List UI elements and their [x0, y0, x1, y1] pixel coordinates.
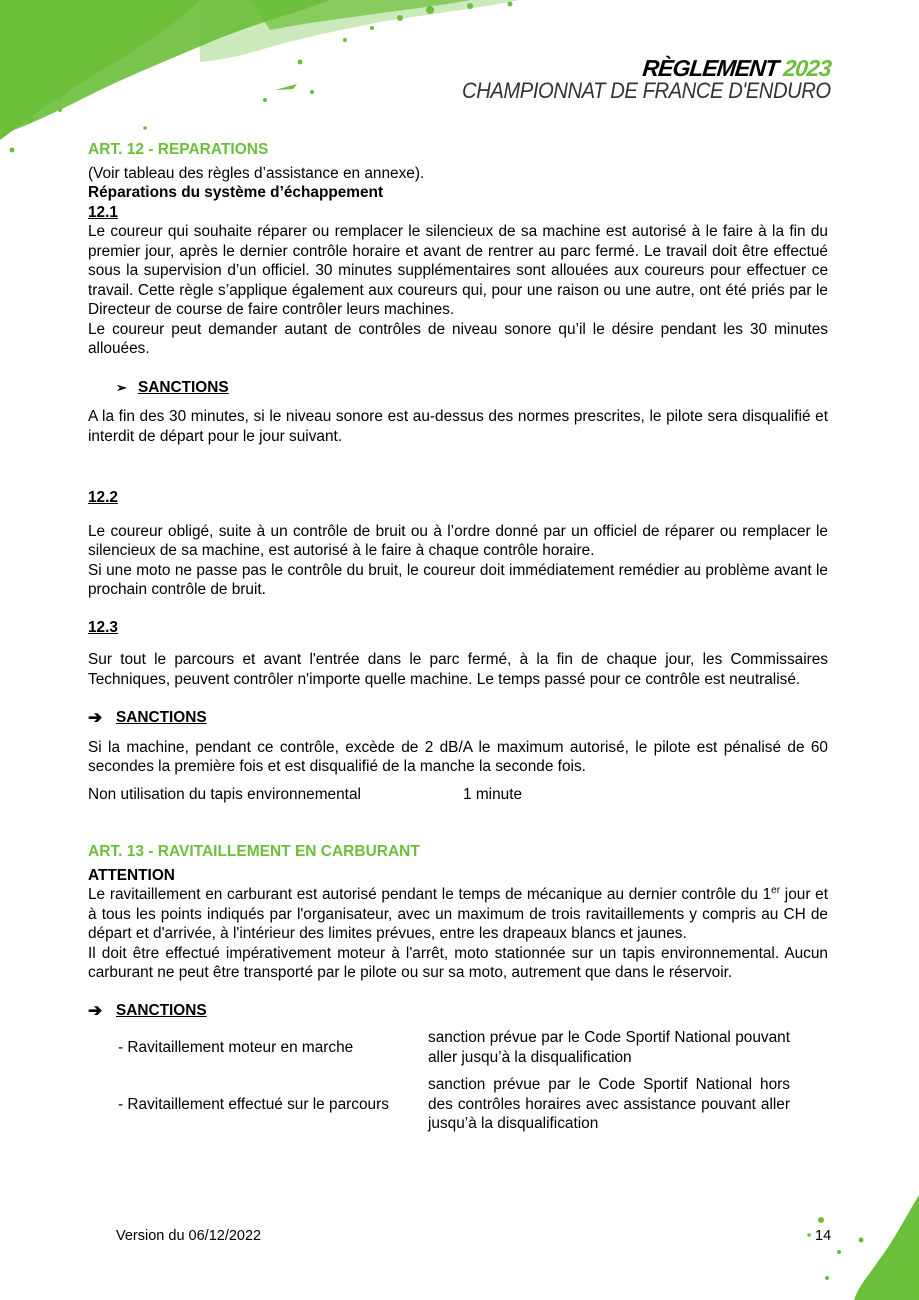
art13-paragraph-1	[88, 885, 828, 944]
green-splash-bottom-decoration	[799, 1190, 919, 1300]
section-12-2-paragraph-2: Si une moto ne passe pas le contrôle du bruit, le coureur doit immédiatement remédier au problème avant le prochain contrôle de bruit.	[88, 561, 828, 598]
arrowhead-bullet-icon: ➢	[116, 379, 127, 395]
art13-attention: ATTENTION	[88, 866, 175, 884]
art13-sanction-row	[88, 1075, 828, 1134]
section-12-1-sanctions-text: A la fin des 30 minutes, si le niveau sonore est au-dessus des normes prescrites, le pilote sera disqualifié et interdit de départ pour le jour suivant.	[88, 408, 828, 445]
footer-version: Version du 06/12/2022	[116, 1228, 262, 1244]
art13-paragraph-1-sup: er	[771, 884, 781, 896]
section-12-1-paragraph-1: Le coureur qui souhaite réparer ou remplacer le silencieux de sa machine est autorisé à le faire à la fin du premier jour, après le dernier contrôle horaire et avant de rentrer au parc fermé. Le travail doit être effectué sous la supervision d’un officiel. 30 minutes supplémentaires sont allouées aux coureurs pour effectuer ce travail. Cette règle s’applique également aux coureurs qui, pour une raison ou une autre, ont été priés par le Directeur de course de faire contrôler leurs machines.	[88, 223, 828, 318]
logo-word: RÈGLEMENT	[641, 55, 780, 81]
section-12-3-paragraph-1: Sur tout le parcours et avant l'entrée dans le parc fermé, à la fin de chaque jour, les Commissaires Techniques, peuvent contrôler n'importe quelle machine. Le temps passé pour ce contrôle est neutralisé.	[88, 651, 828, 688]
sanctions-label: SANCTIONS	[138, 378, 229, 396]
penalty-row	[88, 785, 828, 805]
art13-paragraph-1-a: Le ravitaillement en carburant est autorisé pendant le temps de mécanique au dernier contrôle du 1	[88, 886, 772, 903]
section-12-1-number: 12.1	[88, 203, 118, 221]
art13-sanction-row	[88, 1028, 828, 1067]
section-12-3-sanctions-text: Si la machine, pendant ce contrôle, excède de 2 dB/A le maximum autorisé, le pilote est pénalisé de 60 secondes la première fois et est disqualifié de la manche la seconde fois.	[88, 738, 828, 775]
art13-title: ART. 13 - RAVITAILLEMENT EN CARBURANT	[88, 843, 420, 860]
art13-paragraph-1-b: jour et à tous les points indiqués par l'organisateur, avec un maximum de trois ravitaillements y compris au CH de départ et d'arrivée, à l'intérieur des limites prévues, entre les drapeaux blancs et jaunes.	[88, 886, 828, 942]
logo-subtitle: CHAMPIONNAT DE FRANCE D'ENDURO	[462, 78, 831, 103]
section-12-3-sanctions-heading	[88, 708, 828, 728]
section-12-2-paragraph-1: Le coureur obligé, suite à un contrôle de bruit ou à l’ordre donné par un officiel de réparer ou remplacer le silencieux de sa machine, est autorisé à le faire à chaque contrôle horaire.	[88, 522, 828, 559]
sanctions-label: SANCTIONS	[116, 709, 207, 726]
section-12-1-sanctions-heading	[88, 378, 828, 398]
logo-title	[429, 56, 832, 80]
section-12-3-number: 12.3	[88, 618, 118, 636]
section-12-2-number: 12.2	[88, 489, 118, 506]
sanction-row-value: sanction prévue par le Code Sportif National pouvant aller jusqu’à la disqualification	[428, 1029, 790, 1066]
right-arrow-icon: ➔	[88, 708, 103, 727]
art12-title: ART. 12 - REPARATIONS	[88, 141, 269, 158]
section-12-1-paragraph-2: Le coureur peut demander autant de contrôles de niveau sonore qu’il le désire pendant les 30 minutes allouées.	[88, 320, 828, 357]
art13-sanctions-heading	[88, 1001, 828, 1021]
right-arrow-icon: ➔	[88, 1000, 103, 1020]
penalty-label: Non utilisation du tapis environnemental	[88, 785, 361, 803]
header-logo	[430, 56, 831, 102]
page-number: 14	[815, 1228, 832, 1244]
logo-year: 2023	[782, 55, 833, 81]
art12-subtitle: Réparations du système d’échappement	[88, 184, 384, 201]
sanctions-label: SANCTIONS	[116, 1001, 207, 1019]
sanction-row-value: sanction prévue par le Code Sportif National hors des contrôles horaires avec assistance pouvant aller jusqu’à la disqualification	[428, 1076, 790, 1132]
sanction-row-label: - Ravitaillement moteur en marche	[118, 1038, 354, 1056]
art13-paragraph-2: Il doit être effectué impérativement moteur à l'arrêt, moto stationnée sur un tapis environnemental. Aucun carburant ne peut être transporté par le pilote ou sur sa moto, autrement que dans le réservoir.	[88, 944, 828, 981]
art12-intro: (Voir tableau des règles d’assistance en annexe).	[88, 164, 425, 182]
page-content	[88, 140, 828, 1134]
penalty-value: 1 minute	[463, 785, 523, 803]
sanction-row-label: - Ravitaillement effectué sur le parcours	[118, 1095, 389, 1113]
